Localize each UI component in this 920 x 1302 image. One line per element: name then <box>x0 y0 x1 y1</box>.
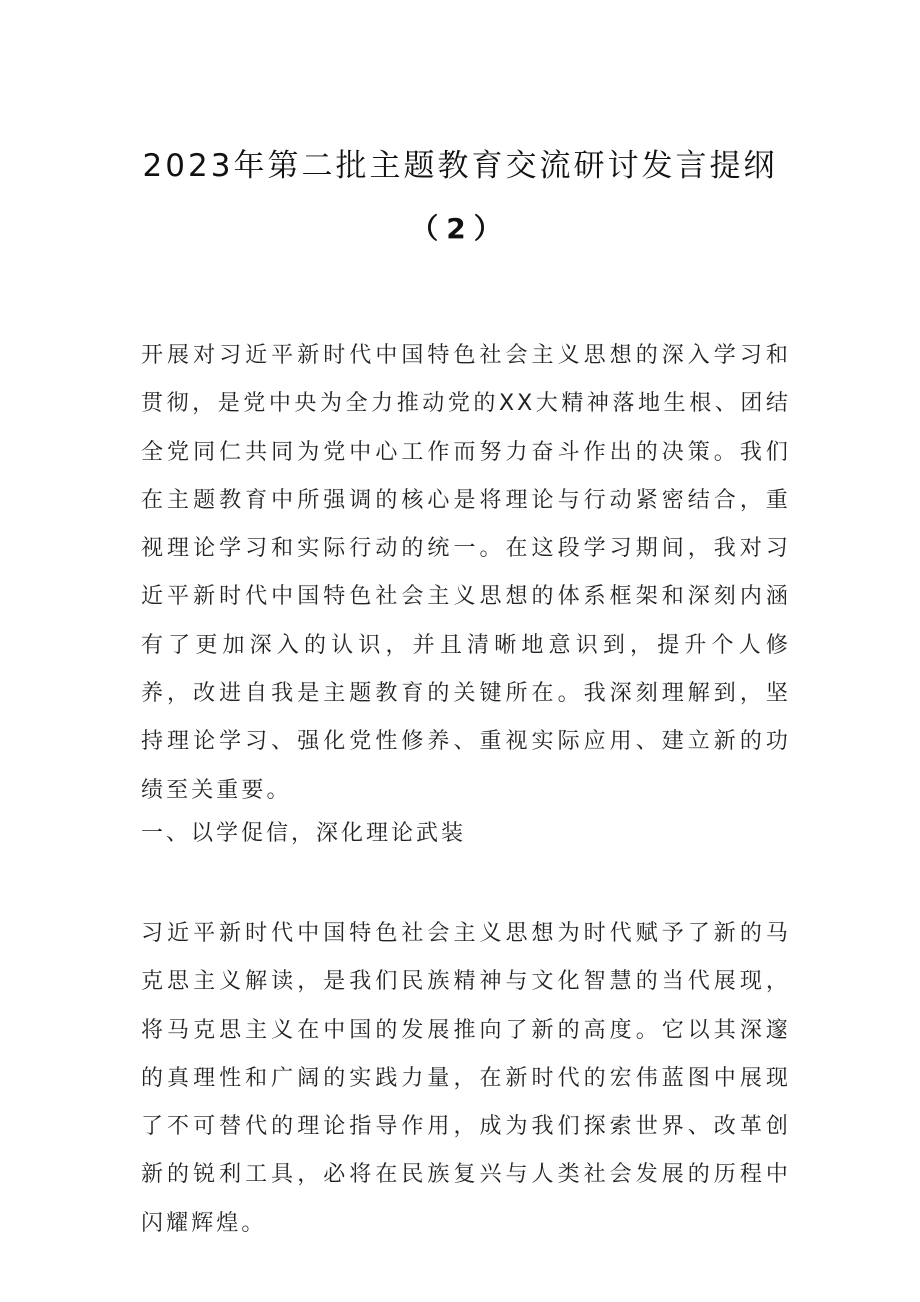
document-title: 2023年第二批主题教育交流研讨发言提纲 <box>142 148 778 184</box>
intro-paragraph: 开展对习近平新时代中国特色社会主义思想的深入学习和贯彻，是党中央为全力推动党的XX大精神落地生根、团结全党同仁共同为党中心工作而努力奋斗作出的决策。我们在主题教育中所强调的核心是将理论与行动紧密结合，重视理论学习和实际行动的统一。在这段学习期间，我对习近平新时代中国特色社会主义思想的体系框架和深刻内涵有了更加深入的认识，并且清晰地意识到，提升个人修养，改进自我是主题教育的关键所在。我深刻理解到，坚持理论学习、强化党性修养、重视实际应用、建立新的功绩至关重要。 <box>141 343 791 803</box>
document-title-subtitle: （2） <box>410 212 510 245</box>
section-paragraph: 习近平新时代中国特色社会主义思想为时代赋予了新的马克思主义解读，是我们民族精神与文化智慧的当代展现，将马克思主义在中国的发展推向了新的高度。它以其深邃的真理性和广阔的实践力量，在新时代的宏伟蓝图中展现了不可替代的理论指导作用，成为我们探索世界、改革创新的锐利工具，必将在民族复兴与人类社会发展的历程中闪耀辉煌。 <box>141 921 791 1236</box>
section-heading: 一、以学促信，深化理论武装 <box>141 821 467 846</box>
